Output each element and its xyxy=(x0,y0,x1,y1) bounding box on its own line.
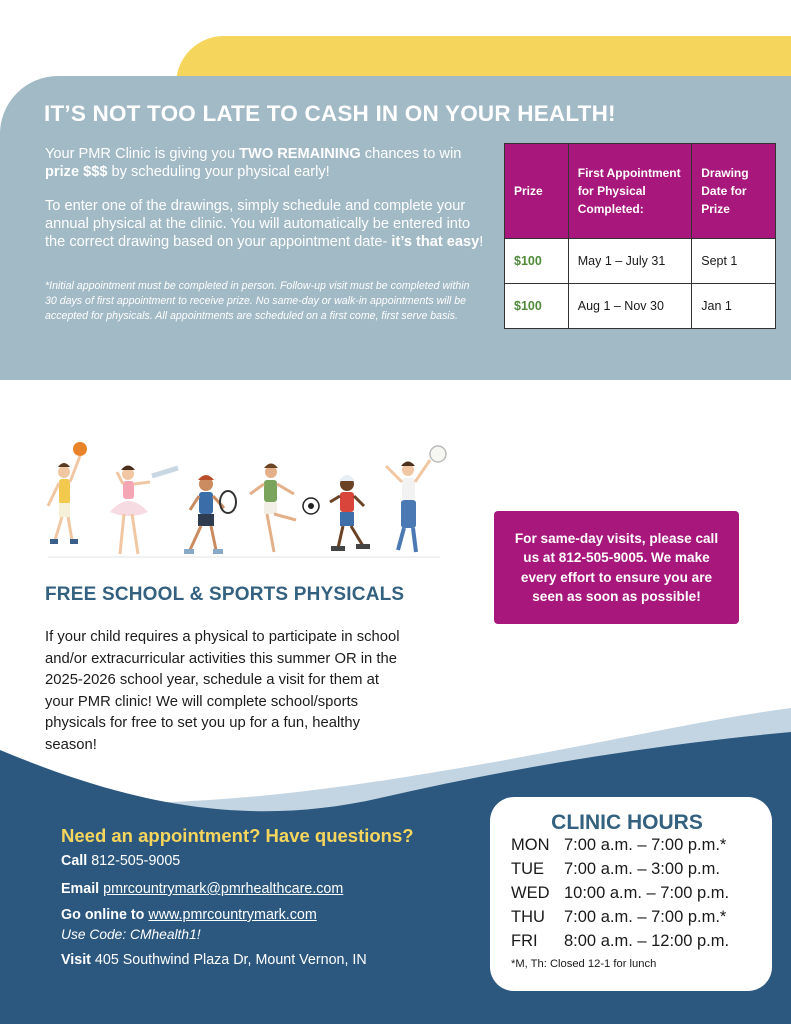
clinic-hours-card xyxy=(490,797,772,991)
contact-phone: Call 812-505-9005 xyxy=(61,853,181,869)
kids-playing-sports-illustration xyxy=(38,436,450,564)
sports-physicals-title: FREE SCHOOL & SPORTS PHYSICALS xyxy=(45,584,405,605)
website-link[interactable]: www.pmrcountrymark.com xyxy=(148,907,317,923)
promo-fine-print: *Initial appointment must be completed in person. Follow-up visit must be completed within 30 days of first appointment to receive prize. No same-day or walk-in appointments will be accepted for physicals. All appointments are scheduled on a first come, first serve basis. xyxy=(45,280,470,322)
phone-number-link[interactable]: 812-505-9005 xyxy=(91,853,181,869)
hours-row: TUE 7:00 a.m. – 3:00 p.m. xyxy=(511,860,720,878)
tennis-kid xyxy=(184,475,236,554)
prize-amount: $100 xyxy=(505,239,569,284)
ballet-kid xyxy=(110,466,178,555)
appointment-window: May 1 – July 31 xyxy=(568,239,692,284)
skater-kid xyxy=(330,475,370,551)
prize-amount: $100 xyxy=(505,284,569,329)
promo-code: Use Code: CMhealth1! xyxy=(61,927,201,942)
basketball-kid xyxy=(48,442,87,544)
contact-address: Visit 405 Southwind Plaza Dr, Mount Vernon, IN xyxy=(61,952,367,968)
drawing-date: Sept 1 xyxy=(692,239,776,284)
header-first-appointment: First Appointment for Physical Completed: xyxy=(568,144,692,239)
volleyball-kid xyxy=(386,446,446,552)
prize-table-header xyxy=(505,144,776,239)
table-row xyxy=(505,284,776,329)
contact-email: Email pmrcountrymark@pmrhealthcare.com xyxy=(61,881,344,897)
promo-headline: IT’S NOT TOO LATE TO CASH IN ON YOUR HEALTH! xyxy=(44,101,616,126)
hours-lunch-note: *M, Th: Closed 12-1 for lunch xyxy=(511,958,657,970)
drawing-date: Jan 1 xyxy=(692,284,776,329)
table-row xyxy=(505,239,776,284)
contact-title: Need an appointment? Have questions? xyxy=(61,825,414,846)
hours-row: THU 7:00 a.m. – 7:00 p.m.* xyxy=(511,908,727,926)
email-link[interactable]: pmrcountrymark@pmrhealthcare.com xyxy=(103,881,344,897)
header-prize: Prize xyxy=(505,144,569,239)
basketball-icon xyxy=(73,442,87,456)
sports-physicals-body: If your child requires a physical to participate in school and/or extracurricular activities this summer OR in the 2025-2026 school year, schedule a visit for them at your PMR clinic! We will complete school/sports physicals for free to set you up for a fun, healthy season! xyxy=(45,629,400,753)
hours-row: FRI 8:00 a.m. – 12:00 p.m. xyxy=(511,932,730,950)
appointment-window: Aug 1 – Nov 30 xyxy=(568,284,692,329)
hours-row: WED 10:00 a.m. – 7:00 p.m. xyxy=(511,884,730,902)
promo-intro: Your PMR Clinic is giving you TWO REMAINING chances to win prize $$$ by scheduling your physical early! xyxy=(45,146,462,180)
soccer-kid xyxy=(250,464,319,553)
same-day-callout xyxy=(494,511,739,624)
hours-row: MON 7:00 a.m. – 7:00 p.m.* xyxy=(511,836,727,854)
promo-entry-instructions: To enter one of the drawings, simply schedule and complete your annual physical at the clinic. You will automatically be entered into the correct drawing based on your appointment date- it’s that easy! xyxy=(45,198,484,250)
contact-website: Go online to www.pmrcountrymark.com xyxy=(61,907,317,923)
prize-table xyxy=(504,143,776,329)
header-drawing-date: Drawing Date for Prize xyxy=(692,144,776,239)
callout-text: For same-day visits, please call us at 812-505-9005. We make every effort to ensure you are seen as soon as possible! xyxy=(514,530,719,604)
volleyball-icon xyxy=(430,446,446,462)
clinic-hours-title: CLINIC HOURS xyxy=(551,811,703,834)
